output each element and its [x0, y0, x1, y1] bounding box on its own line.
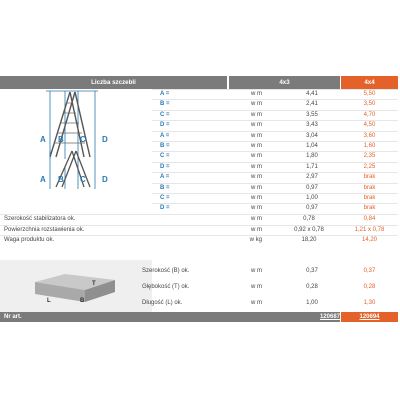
value-4x4: 2,25	[363, 163, 376, 170]
value-4x4: 1,21 x 0,78	[354, 226, 385, 233]
diagram-letter-b: B	[58, 135, 64, 144]
dimension-letter: D =	[160, 205, 170, 212]
dimension-letter: D =	[160, 163, 170, 170]
value-4x3: 1,00	[306, 300, 318, 306]
value-4x3: 18,20	[301, 237, 317, 244]
dimension-unit: w m	[251, 101, 262, 108]
article-number-row	[0, 312, 398, 322]
value-4x3: 1,00	[306, 195, 318, 201]
dimension-row	[0, 151, 398, 161]
dimension-row	[0, 193, 398, 203]
dimension-letter: A =	[160, 132, 170, 139]
dimension-letter: B =	[160, 101, 170, 108]
diagram-letter-c-lower: C	[80, 175, 86, 184]
dimension-row	[0, 172, 398, 182]
package-row	[0, 282, 398, 292]
value-4x3: 2,41	[306, 101, 318, 108]
value-4x3: 0,78	[303, 216, 315, 222]
package-label: Głębokość (T) ok.	[142, 284, 190, 290]
dimension-row	[0, 203, 398, 213]
dimension-unit: w m	[251, 163, 262, 170]
box-letter-t: T	[92, 281, 96, 287]
value-4x4: 2,35	[363, 153, 376, 160]
value-4x4: 0,28	[363, 284, 376, 290]
dimension-row	[0, 89, 398, 99]
spec-label: Szerokość stabilizatora ok.	[4, 216, 76, 222]
dimension-letter: C =	[160, 111, 170, 118]
spec-row	[0, 214, 398, 224]
package-row	[0, 298, 398, 308]
dimension-unit: w m	[251, 184, 262, 191]
value-4x3: 3,04	[306, 132, 318, 139]
dimension-unit: w m	[251, 122, 262, 129]
value-4x4: 3,50	[363, 101, 376, 108]
diagram-letter-a: A	[40, 135, 46, 144]
dimension-letter: C =	[160, 153, 170, 160]
dimension-row	[0, 141, 398, 151]
value-4x3: 3,43	[306, 122, 318, 129]
dimension-unit: w m	[251, 153, 262, 160]
spec-label: Waga produktu ok.	[4, 237, 55, 244]
value-4x3: 0,97	[306, 184, 318, 191]
dimension-row	[0, 120, 398, 130]
value-4x3: 1,71	[306, 163, 318, 170]
column-4x3-header: 4x3	[229, 76, 340, 89]
spec-unit: w kg	[249, 237, 262, 244]
spec-row	[0, 235, 398, 245]
dimension-row	[0, 162, 398, 172]
dimension-letter: B =	[160, 143, 170, 149]
diagram-letter-a-lower: A	[40, 175, 46, 184]
dimension-letter: A =	[160, 174, 170, 181]
dimension-letter: D =	[160, 122, 170, 129]
value-4x4: brak	[363, 205, 376, 212]
table-header	[0, 76, 398, 89]
value-4x3: 2,97	[306, 174, 318, 181]
article-number-4x4[interactable]: 120694	[359, 314, 380, 320]
value-4x4: 14,20	[361, 237, 377, 244]
dimension-letter: A =	[160, 91, 170, 97]
box-letter-b: B	[80, 298, 85, 304]
rungs-header-label: Liczba szczebli	[0, 76, 227, 89]
dimension-letter: C =	[160, 195, 170, 201]
value-4x4: brak	[363, 174, 376, 181]
dimension-row	[0, 99, 398, 109]
diagram-letter-b-lower: B	[58, 175, 64, 184]
value-4x3: 4,41	[306, 91, 318, 97]
spec-label: Powierzchnia rozstawienia ok.	[4, 226, 85, 233]
value-4x4: 1,60	[363, 143, 376, 149]
dimension-unit: w m	[251, 132, 262, 139]
value-4x3: 3,55	[306, 111, 318, 118]
package-unit: w m	[251, 300, 262, 306]
package-row	[0, 266, 398, 276]
value-4x4: 4,50	[363, 122, 376, 129]
value-4x3: 1,80	[306, 153, 318, 160]
package-unit: w m	[251, 268, 262, 274]
spec-unit: w m	[251, 226, 262, 233]
value-4x4: 1,30	[363, 300, 376, 306]
column-4x4-header: 4x4	[341, 76, 398, 89]
value-4x4: 4,70	[363, 111, 376, 118]
package-label: Długość (L) ok.	[142, 300, 183, 306]
value-4x3: 0,92 x 0,78	[294, 226, 324, 233]
diagram-letter-d-lower: D	[102, 175, 108, 184]
spec-row	[0, 225, 398, 235]
dimension-letter: B =	[160, 184, 170, 191]
article-label: Nr art.	[4, 314, 22, 320]
value-4x4: 0,84	[363, 216, 376, 222]
value-4x4: brak	[363, 184, 376, 191]
diagram-letter-d: D	[102, 135, 108, 144]
article-number-4x3[interactable]: 120687	[319, 314, 340, 320]
dimension-unit: w m	[251, 143, 262, 149]
diagram-letter-c: C	[80, 135, 86, 144]
value-4x4: 5,50	[363, 91, 376, 97]
value-4x3: 1,04	[306, 143, 318, 149]
package-label: Szerokość (B) ok.	[142, 268, 190, 274]
dimension-unit: w m	[251, 91, 262, 97]
value-4x3: 0,97	[306, 205, 318, 212]
value-4x4: brak	[363, 195, 376, 201]
dimension-row	[0, 183, 398, 193]
value-4x4: 3,60	[363, 132, 376, 139]
dimension-row	[0, 131, 398, 141]
dimension-unit: w m	[251, 111, 262, 118]
dimension-row	[0, 110, 398, 120]
dimension-unit: w m	[251, 174, 262, 181]
dimension-unit: w m	[251, 205, 262, 212]
value-4x3: 0,28	[306, 284, 318, 290]
spec-unit: w m	[251, 216, 262, 222]
dimension-unit: w m	[251, 195, 262, 201]
value-4x3: 0,37	[306, 268, 318, 274]
box-letter-l: L	[47, 298, 51, 304]
package-unit: w m	[251, 284, 262, 290]
value-4x4: 0,37	[363, 268, 376, 274]
